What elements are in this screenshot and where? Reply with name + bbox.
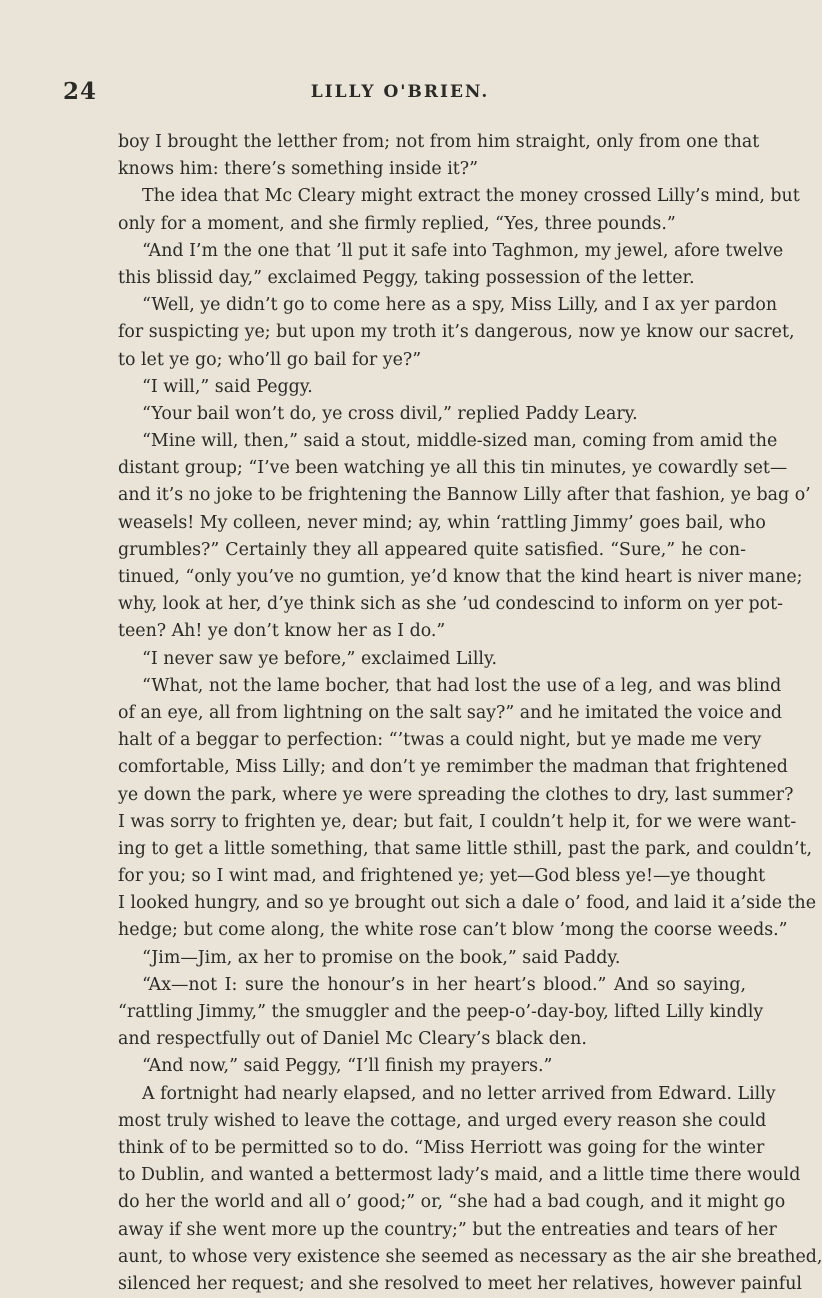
text-line: of an eye, all from lightning on the salt say?” and he imitated the voice and — [118, 702, 783, 723]
text-line: silenced her request; and she resolved to meet her relatives, however painful — [118, 1273, 802, 1294]
text-line: only for a moment, and she firmly replied, “Yes, three pounds.” — [118, 213, 676, 234]
text-line: I looked hungry, and so ye brought out sich a dale o’ food, and laid it a’side the — [118, 893, 817, 914]
text-line: hedge; but come along, the white rose can’t blow ’mong the coorse weeds.” — [118, 920, 788, 941]
text-line: to let ye go; who’ll go bail for ye?” — [118, 349, 422, 370]
text-line: think of to be permitted so to do. “Miss Herriott was going for the winter — [118, 1137, 765, 1158]
text-line: boy I brought the letther from; not from him straight, only from one that — [118, 132, 760, 152]
text-line: do her the world and all o’ good;” or, “she had a bad cough, and it might go — [118, 1192, 786, 1213]
body-text — [118, 129, 822, 1298]
text-line: most truly wished to leave the cottage, and urged every reason she could — [118, 1110, 767, 1131]
text-line: “Jim—Jim, ax her to promise on the book,” said Paddy. — [142, 947, 621, 968]
text-line: “Your bail won’t do, ye cross divil,” replied Paddy Leary. — [142, 403, 638, 424]
text-line: “And now,” said Peggy, “I’ll finish my prayers.” — [142, 1056, 553, 1077]
text-line: and it’s no joke to be frightening the Bannow Lilly after that fashion, ye bag o’ — [118, 485, 811, 506]
text-line: to Dublin, and wanted a bettermost lady’s maid, and a little time there would — [118, 1165, 801, 1186]
text-line: “Ax—not I: sure the honour’s in her heart’s blood.” And so saying, — [142, 974, 746, 995]
text-line: aunt, to whose very existence she seemed as necessary as the air she breathed, — [118, 1246, 822, 1267]
text-line: “I never saw ye before,” exclaimed Lilly. — [142, 648, 498, 669]
text-line: “Mine will, then,” said a stout, middle-sized man, coming from amid the — [142, 431, 778, 452]
running-head: LILLY O'BRIEN. — [310, 82, 490, 102]
text-line: halt of a beggar to perfection: “’twas a could night, but ye made me very — [118, 730, 762, 751]
text-line: for you; so I wint mad, and frightened ye; yet—God bless ye!—ye thought — [118, 866, 766, 887]
page-number: 24 — [63, 78, 98, 105]
text-line: for suspicting ye; but upon my troth it’s dangerous, now ye know our sacret, — [118, 322, 795, 343]
text-line: tinued, “only you’ve no gumtion, ye’d know that the kind heart is niver mane; — [118, 567, 803, 587]
text-line: and respectfully out of Daniel Mc Cleary’s black den. — [118, 1029, 587, 1050]
text-line: The idea that Mc Cleary might extract the money crossed Lilly’s mind, but — [142, 186, 800, 207]
text-line: knows him: there’s something inside it?” — [118, 159, 479, 180]
text-line: I was sorry to frighten ye, dear; but fait, I couldn’t help it, for we were want- — [118, 811, 797, 832]
text-line: away if she went more up the country;” but the entreaties and tears of her — [118, 1219, 777, 1240]
text-line: “rattling Jimmy,” the smuggler and the peep-o’-day-boy, lifted Lilly kindly — [118, 1002, 764, 1022]
text-line: weasels! My colleen, never mind; ay, whin ‘rattling Jimmy’ goes bail, who — [118, 512, 766, 533]
text-line: “And I’m the one that ’ll put it safe into Taghmon, my jewel, afore twelve — [142, 240, 784, 261]
text-line: comfortable, Miss Lilly; and don’t ye remimber the madman that frightened — [118, 757, 788, 778]
text-line: ing to get a little something, that same little sthill, past the park, and couldn’t, — [118, 838, 812, 859]
text-line: why, look at her, d’ye think sich as she ’ud condescind to inform on yer pot- — [118, 594, 784, 615]
page-header — [0, 78, 800, 110]
text-line: distant group; “I’ve been watching ye all this tin minutes, ye cowardly set— — [118, 458, 788, 479]
text-line: “What, not the lame bocher, that had lost the use of a leg, and was blind — [142, 675, 782, 696]
text-line: grumbles?” Certainly they all appeared quite satisfied. “Sure,” he con- — [118, 539, 746, 560]
text-line: ye down the park, where ye were spreading the clothes to dry, last summer? — [118, 784, 794, 805]
text-line: “Well, ye didn’t go to come here as a spy, Miss Lilly, and I ax yer pardon — [142, 295, 778, 316]
text-line: A fortnight had nearly elapsed, and no letter arrived from Edward. Lilly — [142, 1083, 776, 1104]
text-line: teen? Ah! ye don’t know her as I do.” — [118, 621, 446, 642]
text-line: “I will,” said Peggy. — [142, 376, 313, 397]
text-line: this blissid day,” exclaimed Peggy, taking possession of the letter. — [118, 267, 695, 288]
